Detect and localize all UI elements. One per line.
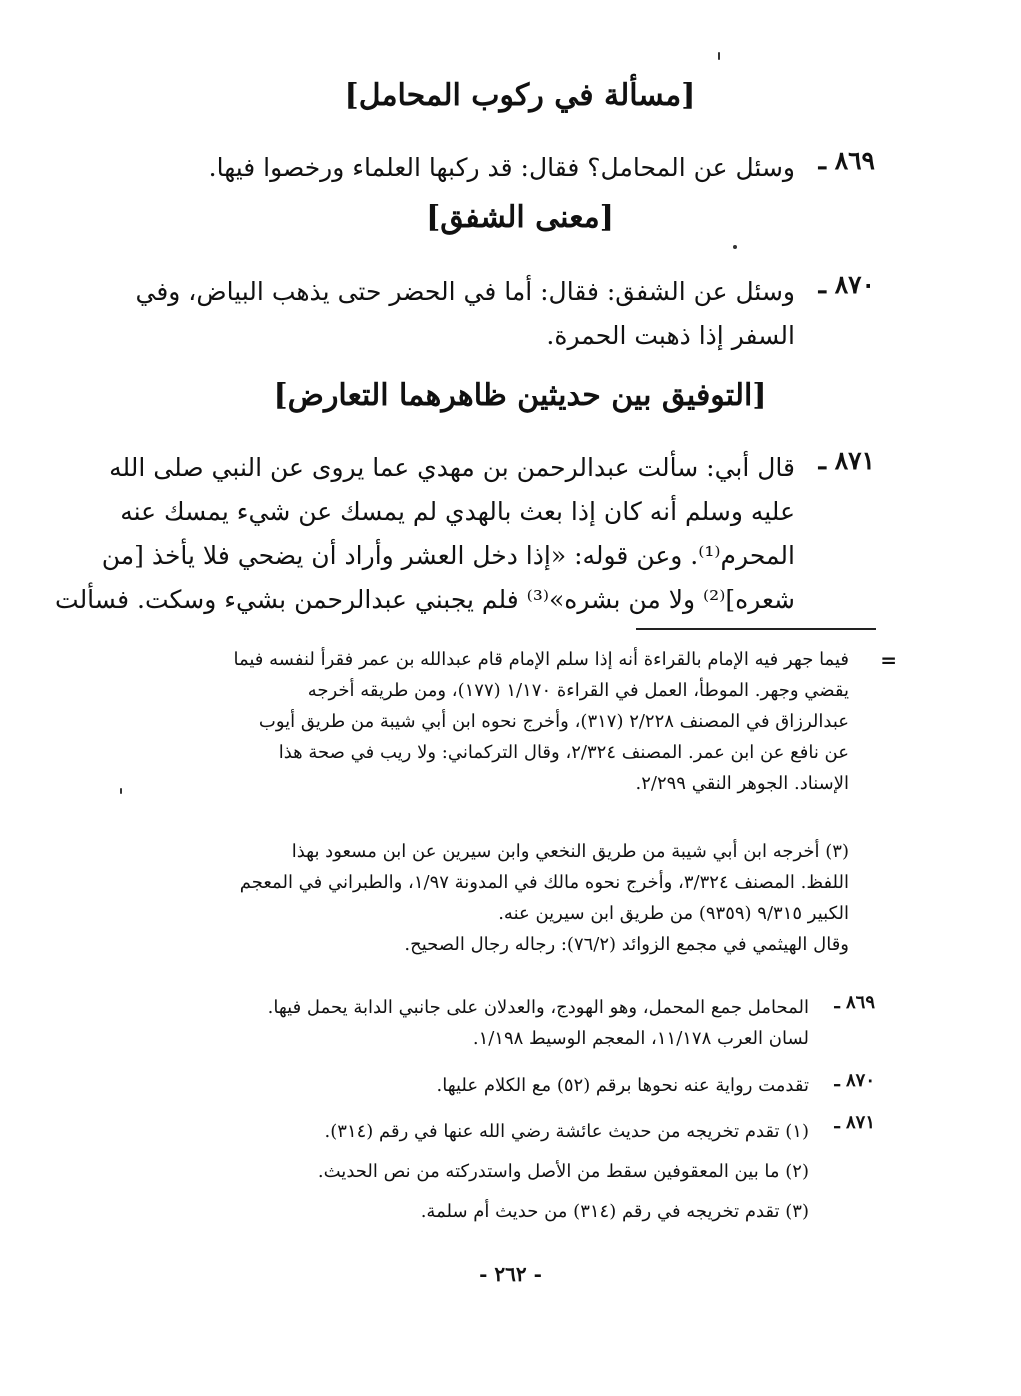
entry-871-line-3: المحرم⁽¹⁾. وعن قوله: «إذا دخل العشر وأراد أن يضحي فلا يأخذ [من [101,541,795,570]
entry-number-871: ٨٧١ ـ [818,446,875,475]
heading-reconciling-hadiths: [التوفيق بين حديثين ظاهرهما التعارض] [273,378,767,413]
footnote-3-line-3: الكبير ٩/٣١٥ (٩٣٥٩) من طريق ابن سيرين عنه. [498,903,849,924]
entry-871-line-4: شعره]⁽²⁾ ولا من بشره»⁽³⁾ فلم يجبني عبدالرحمن بشيء وسكت. فسألت [55,585,795,614]
footnote-871-line-1: (١) تقدم تخريجه من حديث عائشة رضي الله عنها في رقم (٣١٤). [324,1121,809,1142]
footnote-continuation-line-3: عبدالرزاق في المصنف ٢/٢٢٨ (٣١٧)، وأخرج نحوه ابن أبي شيبة من طريق أيوب [258,711,849,732]
entry-number-870: ٨٧٠ ـ [818,270,875,299]
footnote-continuation [170,644,849,799]
footnote-3-line-2: اللفظ. المصنف ٣/٣٢٤، وأخرج نحوه مالك في المدونة ١/٩٧، والطبراني في المعجم [239,872,849,893]
footnote-869 [170,992,809,1054]
footnote-3-line-1: (٣) أخرجه ابن أبي شيبة من طريق النخعي وابن سيرين عن ابن مسعود بهذا [291,841,849,862]
footnote-continuation-mark: = [880,648,897,672]
entry-871-line-1: قال أبي: سألت عبدالرحمن بن مهدي عما يروى عن النبي صلى الله [109,453,795,482]
footnote-continuation-line-1: فيما جهر فيه الإمام بالقراءة أنه إذا سلم الإمام قام عبدالله بن عمر فقرأ لنفسه فيما [233,649,849,670]
entry-number-869: ٨٦٩ ـ [818,146,875,175]
entry-871-line-2: عليه وسلم أنه كان إذا بعث بالهدي لم يمسك عن شيء يمسك عنه [120,497,795,526]
footnote-3 [170,836,849,960]
footnote-870 [170,1070,809,1101]
footnote-number-869: ٨٦٩ ـ [834,992,875,1013]
heading-carrying-litters: [مسألة في ركوب المحامل] [344,78,696,113]
entry-869-text [160,146,795,190]
footnote-3-line-4: وقال الهيثمي في مجمع الزوائد (٧٦/٢): رجاله رجال الصحيح. [404,934,849,955]
footnote-number-870: ٨٧٠ ـ [834,1070,875,1091]
footnote-871-line-3: (٣) تقدم تخريجه في رقم (٣١٤) من حديث أم سلمة. [420,1201,809,1222]
scan-speck [718,52,720,60]
entry-870-line-1: وسئل عن الشفق: فقال: أما في الحضر حتى يذهب البياض، وفي [135,277,795,306]
footnote-number-871: ٨٧١ ـ [834,1112,875,1133]
entry-869-line-1: وسئل عن المحامل؟ فقال: قد ركبها العلماء ورخصوا فيها. [208,153,795,182]
heading-meaning-of-shafaq: [معنى الشفق] [426,200,614,235]
scan-speck [120,788,122,794]
footnote-869-line-2: لسان العرب ١١/١٧٨، المعجم الوسيط ١/١٩٨. [472,1028,809,1049]
page-number: - ٢٦٢ - [479,1262,542,1286]
footnote-869-line-1: المحامل جمع المحمل، وهو الهودج، والعدلان على جانبي الدابة يحمل فيها. [267,997,809,1018]
entry-871-text [55,446,795,622]
footnote-871 [170,1112,809,1232]
entry-870-line-2: السفر إذا ذهبت الحمرة. [546,321,795,350]
entry-870-text [135,270,795,358]
footnote-continuation-line-2: يقضي وجهر. الموطأ، العمل في القراءة ١/١٧٠ (١٧٧)، ومن طريقه أخرجه [307,680,849,701]
footnote-continuation-line-5: الإسناد. الجوهر النقي ٢/٢٩٩. [635,773,849,794]
scan-speck [733,245,737,249]
footnote-continuation-line-4: عن نافع عن ابن عمر. المصنف ٢/٣٢٤، وقال التركماني: ولا ريب في صحة هذا [278,742,849,763]
footnote-870-line-1: تقدمت رواية عنه نحوها برقم (٥٢) مع الكلام عليها. [436,1075,809,1096]
footnote-871-line-2: (٢) ما بين المعقوفين سقط من الأصل واستدركته من نص الحديث. [317,1161,809,1182]
footnote-separator [636,628,876,630]
